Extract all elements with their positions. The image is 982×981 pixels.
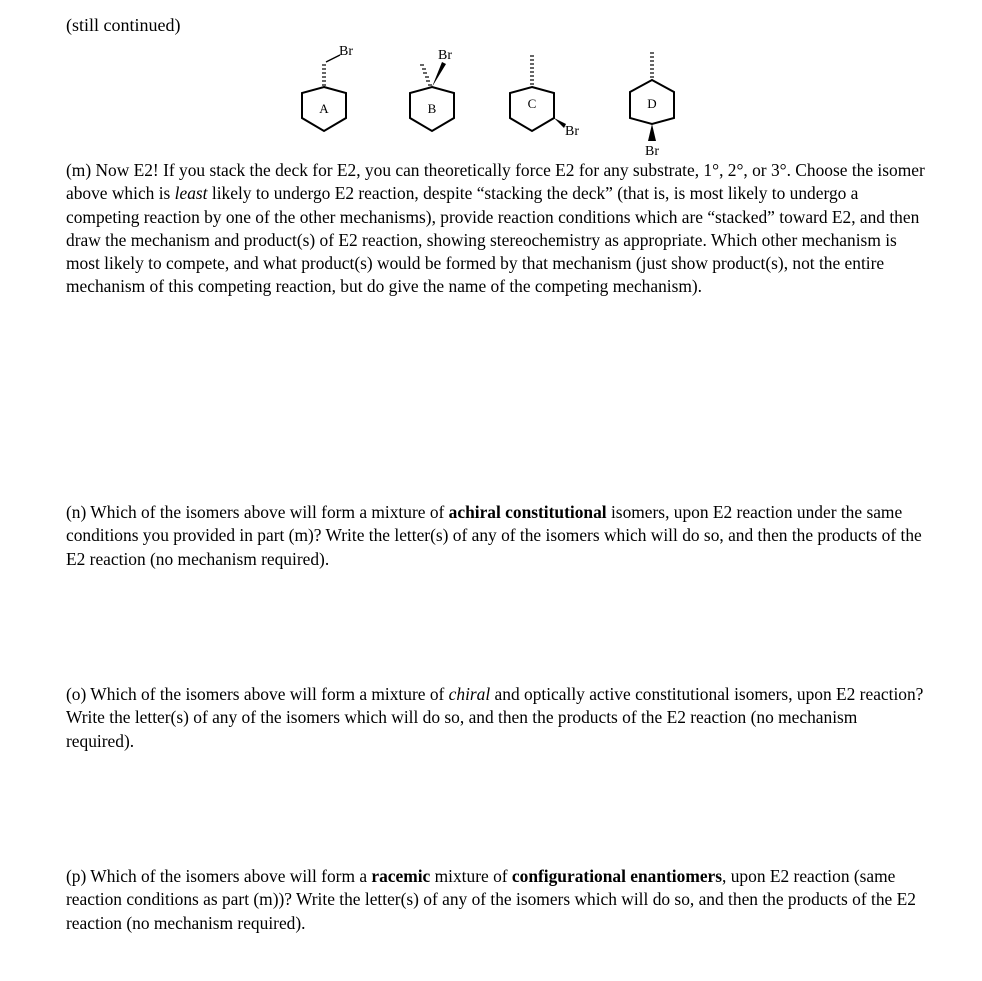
structure-c	[510, 56, 579, 139]
question-m	[66, 159, 926, 299]
bromo-bond	[326, 55, 340, 62]
structure-d-substituent: Br	[645, 144, 659, 159]
question-p-bold: racemic	[371, 866, 431, 886]
structure-d	[630, 53, 674, 159]
question-m-text-2: likely to undergo E2 reaction, despite “stacking the deck” (that is, is most likely to undergo a competing reaction by one of the other mechanisms), provide reaction conditions which are “stacked” toward E2, and then draw the mechanism and product(s) of E2 reaction, showing stereochemistry as appropriate. Which other mechanism is most likely to compete, and what product(s) would be formed by that mechanism (just show product(s), not the entire mechanism of this competing reaction, but do give the name of the competing mechanism).	[66, 183, 920, 297]
question-p-bold-2: configurational enantiomers	[511, 866, 723, 886]
hashed-methyl-bond	[530, 56, 534, 84]
structure-a-label: A	[319, 101, 329, 116]
structure-b-substituent: Br	[438, 48, 452, 63]
structure-c-label: C	[527, 96, 537, 111]
question-n-text-2: isomers, upon E2 reaction under the same conditions you provided in part (m)? Write the letter(s) of any of the isomers which will do so, and then the products of the E2 reaction (no mechanism required).	[66, 502, 922, 569]
hashed-methyl-bond	[650, 53, 654, 77]
structure-c-substituent: Br	[565, 124, 579, 139]
structure-d-label: D	[647, 96, 657, 111]
wedge-bromo-bond	[432, 62, 446, 87]
question-p	[66, 865, 926, 935]
structures-figure	[0, 0, 982, 170]
question-n-text: (n) Which of the isomers above will form a mixture of	[66, 502, 449, 522]
question-m-emphasis: least	[174, 183, 208, 204]
question-m-text: (m) Now E2! If you stack the deck for E2, you can theoretically force E2 for any substrate, 1°, 2°, or 3°. Choose the isomer above which is	[66, 160, 925, 204]
hashed-methyl-bond	[420, 65, 432, 85]
question-o-text-2: and optically active constitutional isomers, upon E2 reaction? Write the letter(s) of any of the isomers which will do so, and then the products of the E2 reaction (no mechanism required).	[66, 684, 924, 751]
question-o	[66, 683, 926, 753]
question-o-text: (o) Which of the isomers above will form a mixture of	[66, 684, 449, 704]
question-o-emphasis: chiral	[448, 684, 491, 704]
question-p-text-3: , upon E2 reaction (same reaction conditions as part (m))? Write the letter(s) of any of the isomers which will do so, and then the products of the E2 reaction (no mechanism required).	[66, 866, 916, 933]
structure-b	[410, 48, 454, 131]
page-header: (still continued)	[66, 15, 181, 35]
question-n-bold: achiral constitutional	[448, 502, 607, 522]
hashed-methyl-bond	[322, 65, 326, 85]
structure-b-label: B	[427, 101, 437, 116]
structure-a	[302, 44, 353, 131]
question-n	[66, 501, 926, 571]
question-p-text: (p) Which of the isomers above will form a	[66, 866, 372, 886]
wedge-bromo-bond	[648, 124, 656, 141]
question-p-text-2: mixture of	[430, 866, 512, 886]
structure-a-substituent: Br	[339, 44, 353, 59]
